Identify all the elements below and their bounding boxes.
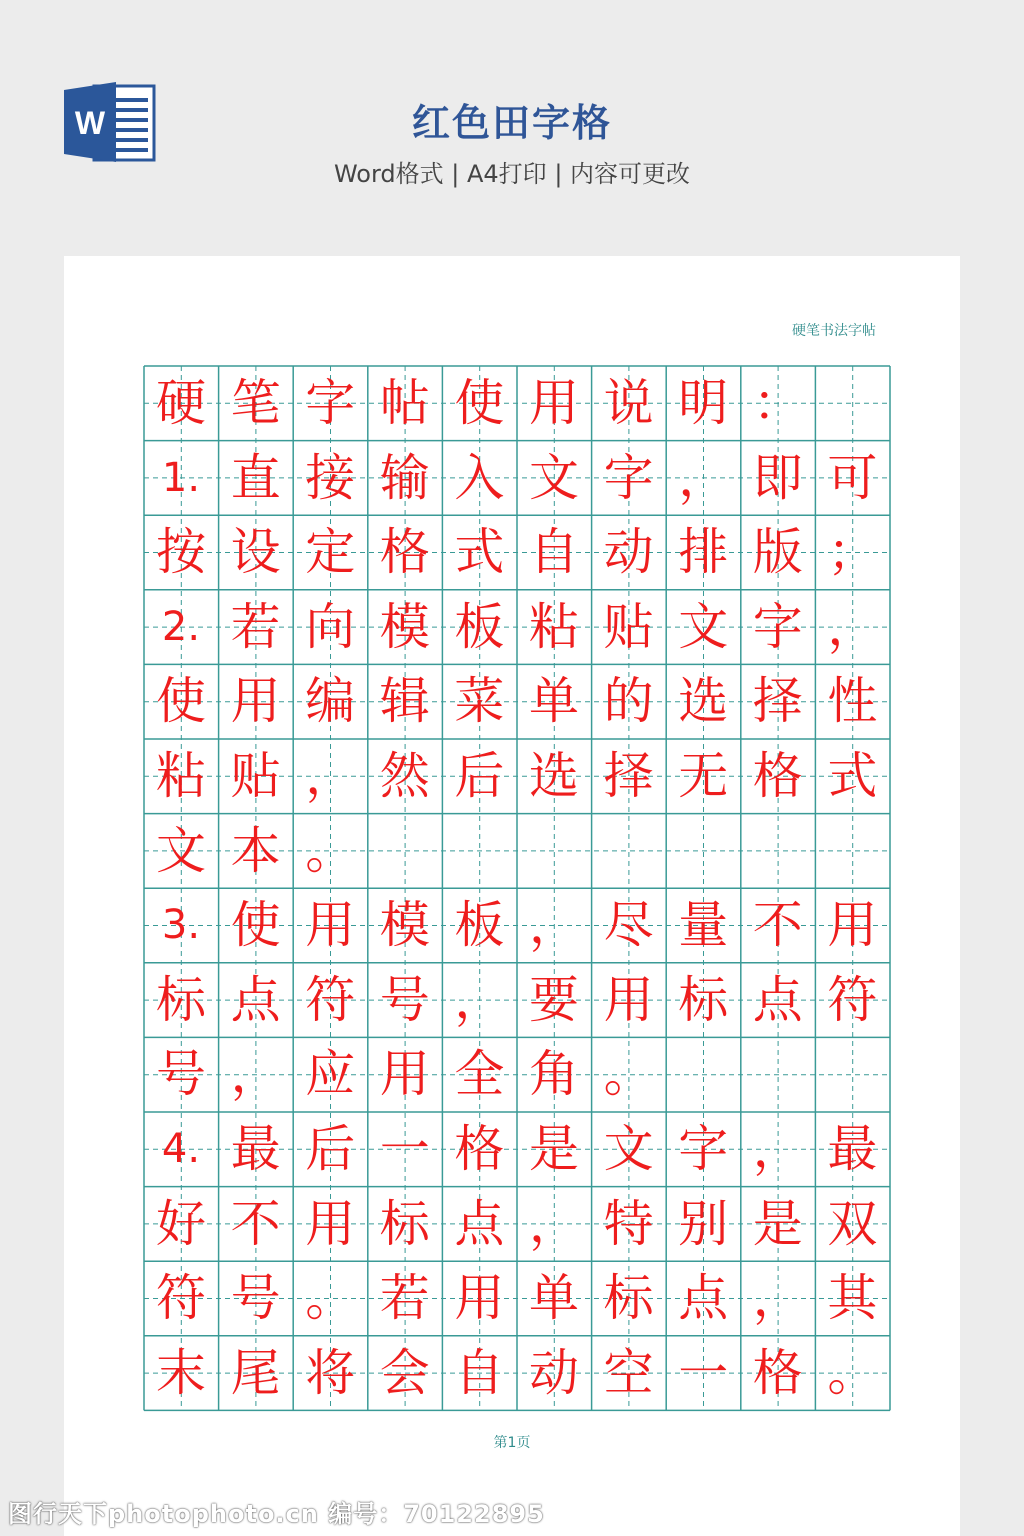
grid-cell-char: 粘 — [156, 747, 206, 805]
grid-cell-char: 说 — [603, 374, 654, 432]
grid-cell-char: 版 — [752, 523, 803, 582]
grid-cell-char: 一 — [678, 1343, 729, 1402]
grid-cell-char: 动 — [529, 1343, 579, 1402]
grid-cell-char: 模 — [379, 597, 430, 656]
grid-cell-char: ， — [752, 1269, 803, 1328]
document-page — [64, 256, 960, 1536]
grid-cell-char: 设 — [230, 523, 281, 582]
grid-cell-char: 贴 — [230, 747, 281, 805]
grid-cell-char: 符 — [156, 1269, 206, 1328]
grid-cell-char: 若 — [230, 597, 281, 656]
grid-cell-char: 最 — [230, 1120, 281, 1178]
grid-cell-char: 板 — [454, 896, 505, 955]
grid-cell-char: 末 — [156, 1343, 206, 1402]
grid-cell-char: 用 — [827, 896, 878, 955]
grid-cell-char: 然 — [379, 747, 430, 805]
grid-cell-char: ， — [230, 1045, 281, 1104]
grid-cell-char: 1. — [161, 454, 201, 501]
grid-cell-char: 排 — [678, 523, 729, 582]
grid-cell-char: 文 — [156, 821, 206, 880]
grid-cell-char: 是 — [752, 1194, 803, 1253]
grid-cell-char: 用 — [230, 672, 281, 731]
grid-cell-char: 最 — [827, 1120, 878, 1178]
grid-cell-char: 不 — [752, 896, 803, 955]
grid-cell-char: 自 — [454, 1343, 505, 1402]
grid-cell-char: 点 — [752, 970, 803, 1029]
grid-cell-char: 用 — [529, 374, 579, 432]
grid-cell-char: 符 — [827, 970, 878, 1029]
grid-cell-char: 使 — [230, 896, 281, 955]
document-subtitle: Word格式 | A4打印 | 内容可更改 — [333, 160, 691, 188]
grid-cell-char: 字 — [752, 597, 803, 656]
page-header-label: 硬笔书法字帖 — [792, 323, 876, 339]
grid-cell-char: ， — [827, 597, 878, 656]
grid-cell-char: 输 — [379, 448, 430, 507]
grid-cell-char: 单 — [529, 1269, 579, 1328]
grid-cell-char: 自 — [529, 523, 579, 582]
grid-cell-char: 号 — [379, 970, 430, 1029]
grid-cell-char: 号 — [156, 1045, 206, 1104]
grid-cell-char: 择 — [603, 747, 654, 805]
grid-cell-char: 标 — [678, 970, 729, 1029]
grid-cell-char: 好 — [156, 1194, 206, 1253]
grid-cell-char: 格 — [752, 1343, 803, 1402]
word-logo-letter: W — [74, 105, 106, 141]
grid-cell-char: 4. — [161, 1126, 201, 1172]
grid-cell-char: 符 — [305, 970, 356, 1029]
grid-cell-char: 后 — [454, 747, 505, 805]
grid-cell-char: 不 — [230, 1194, 281, 1253]
grid-cell-char: 板 — [454, 597, 505, 656]
grid-cell-char: 特 — [603, 1194, 654, 1253]
grid-cell-char: 即 — [752, 448, 803, 507]
grid-cell-char: 模 — [379, 896, 430, 955]
grid-cell-char: 用 — [305, 896, 356, 955]
grid-cell-char: 标 — [156, 970, 206, 1029]
grid-cell-char: 会 — [379, 1343, 430, 1402]
watermark-text: 图行天下photophoto.cn 编号：70122895 — [8, 1500, 545, 1528]
grid-cell-char: 若 — [379, 1269, 430, 1328]
document-title: 红色田字格 — [411, 101, 612, 145]
grid-cell-char: 编 — [305, 672, 356, 731]
page-number: 第1页 — [493, 1435, 531, 1451]
grid-cell-char: 择 — [752, 672, 803, 731]
grid-cell-char: 动 — [603, 523, 654, 582]
grid-cell-char: ； — [827, 523, 878, 582]
grid-cell-char: 格 — [454, 1120, 505, 1178]
grid-cell-char: 文 — [603, 1120, 654, 1178]
grid-cell-char: 接 — [305, 448, 356, 507]
grid-cell-char: 点 — [230, 970, 281, 1029]
grid-cell-char: 单 — [529, 672, 579, 731]
grid-cell-char: 全 — [454, 1045, 505, 1104]
grid-cell-char: 号 — [230, 1269, 281, 1328]
grid-cell-char: 字 — [305, 374, 356, 432]
grid-cell-char: 标 — [379, 1194, 430, 1253]
grid-cell-char: 标 — [603, 1269, 654, 1328]
grid-cell-char: 2. — [161, 603, 201, 650]
grid-cell-char: 量 — [678, 896, 729, 955]
grid-cell-char: 的 — [603, 672, 654, 731]
grid-cell-char: 向 — [305, 597, 356, 656]
grid-cell-char: 菜 — [454, 672, 505, 731]
grid-cell-char: 入 — [454, 448, 505, 507]
grid-cell-char: ， — [305, 747, 356, 805]
grid-cell-char: 文 — [529, 448, 579, 507]
grid-cell-char: 点 — [454, 1194, 505, 1253]
grid-cell-char: 是 — [529, 1120, 579, 1178]
grid-cell-char: 别 — [678, 1194, 729, 1253]
grid-cell-char: 。 — [305, 821, 356, 880]
grid-cell-char: 后 — [305, 1120, 356, 1178]
grid-cell-char: 字 — [603, 448, 654, 507]
grid-cell-char: 点 — [678, 1269, 729, 1328]
grid-cell-char: 其 — [827, 1269, 878, 1328]
grid-cell-char: 粘 — [529, 597, 579, 656]
grid-cell-char: 用 — [603, 970, 654, 1029]
grid-cell-char: ， — [678, 448, 729, 507]
grid-cell-char: 直 — [230, 448, 281, 507]
grid-cell-char: 将 — [305, 1343, 356, 1402]
grid-cell-char: ， — [529, 896, 579, 955]
grid-cell-char: 格 — [752, 747, 803, 805]
grid-cell-char: ， — [529, 1194, 579, 1253]
grid-cell-char: 帖 — [379, 374, 430, 432]
grid-cell-char: 用 — [454, 1269, 505, 1328]
grid-cell-char: 角 — [529, 1045, 579, 1104]
grid-cell-char: 本 — [230, 821, 281, 880]
grid-cell-char: 可 — [827, 448, 878, 507]
grid-cell-char: 明 — [678, 374, 729, 432]
grid-cell-char: 字 — [678, 1120, 729, 1178]
grid-cell-char: 文 — [678, 597, 729, 656]
grid-cell-char: 硬 — [156, 374, 206, 432]
grid-cell-char: 使 — [454, 374, 505, 432]
grid-cell-char: ， — [454, 970, 505, 1029]
grid-cell-char: 用 — [305, 1194, 356, 1253]
grid-cell-char: 一 — [379, 1120, 430, 1178]
grid-cell-char: 笔 — [230, 374, 281, 432]
grid-cell-char: 选 — [678, 672, 729, 731]
grid-cell-char: 辑 — [379, 672, 430, 731]
grid-cell-char: 定 — [305, 523, 356, 582]
grid-cell-char: 要 — [529, 970, 579, 1029]
grid-cell-char: 性 — [827, 672, 878, 731]
grid-cell-char: 贴 — [603, 597, 654, 656]
grid-cell-char: 3. — [161, 902, 201, 949]
grid-cell-char: 式 — [454, 523, 505, 582]
grid-cell-char: 式 — [827, 747, 878, 805]
grid-cell-char: 。 — [305, 1269, 356, 1328]
grid-cell-char: 格 — [379, 523, 430, 582]
grid-cell-char: 双 — [827, 1194, 878, 1253]
grid-cell-char: 选 — [529, 747, 579, 805]
grid-cell-char: 空 — [603, 1343, 654, 1402]
grid-cell-char: 。 — [827, 1343, 878, 1402]
grid-cell-char: 用 — [379, 1045, 430, 1104]
grid-cell-char: 尾 — [230, 1343, 281, 1402]
grid-cell-char: 使 — [156, 672, 206, 731]
grid-cell-char: 按 — [156, 523, 206, 582]
grid-cell-char: ， — [752, 1120, 803, 1178]
grid-cell-char: 尽 — [603, 896, 654, 955]
grid-cell-char: 。 — [603, 1045, 654, 1104]
grid-cell-char: 应 — [305, 1045, 356, 1104]
grid-cell-char: ： — [752, 374, 803, 432]
grid-cell-char: 无 — [678, 747, 729, 805]
